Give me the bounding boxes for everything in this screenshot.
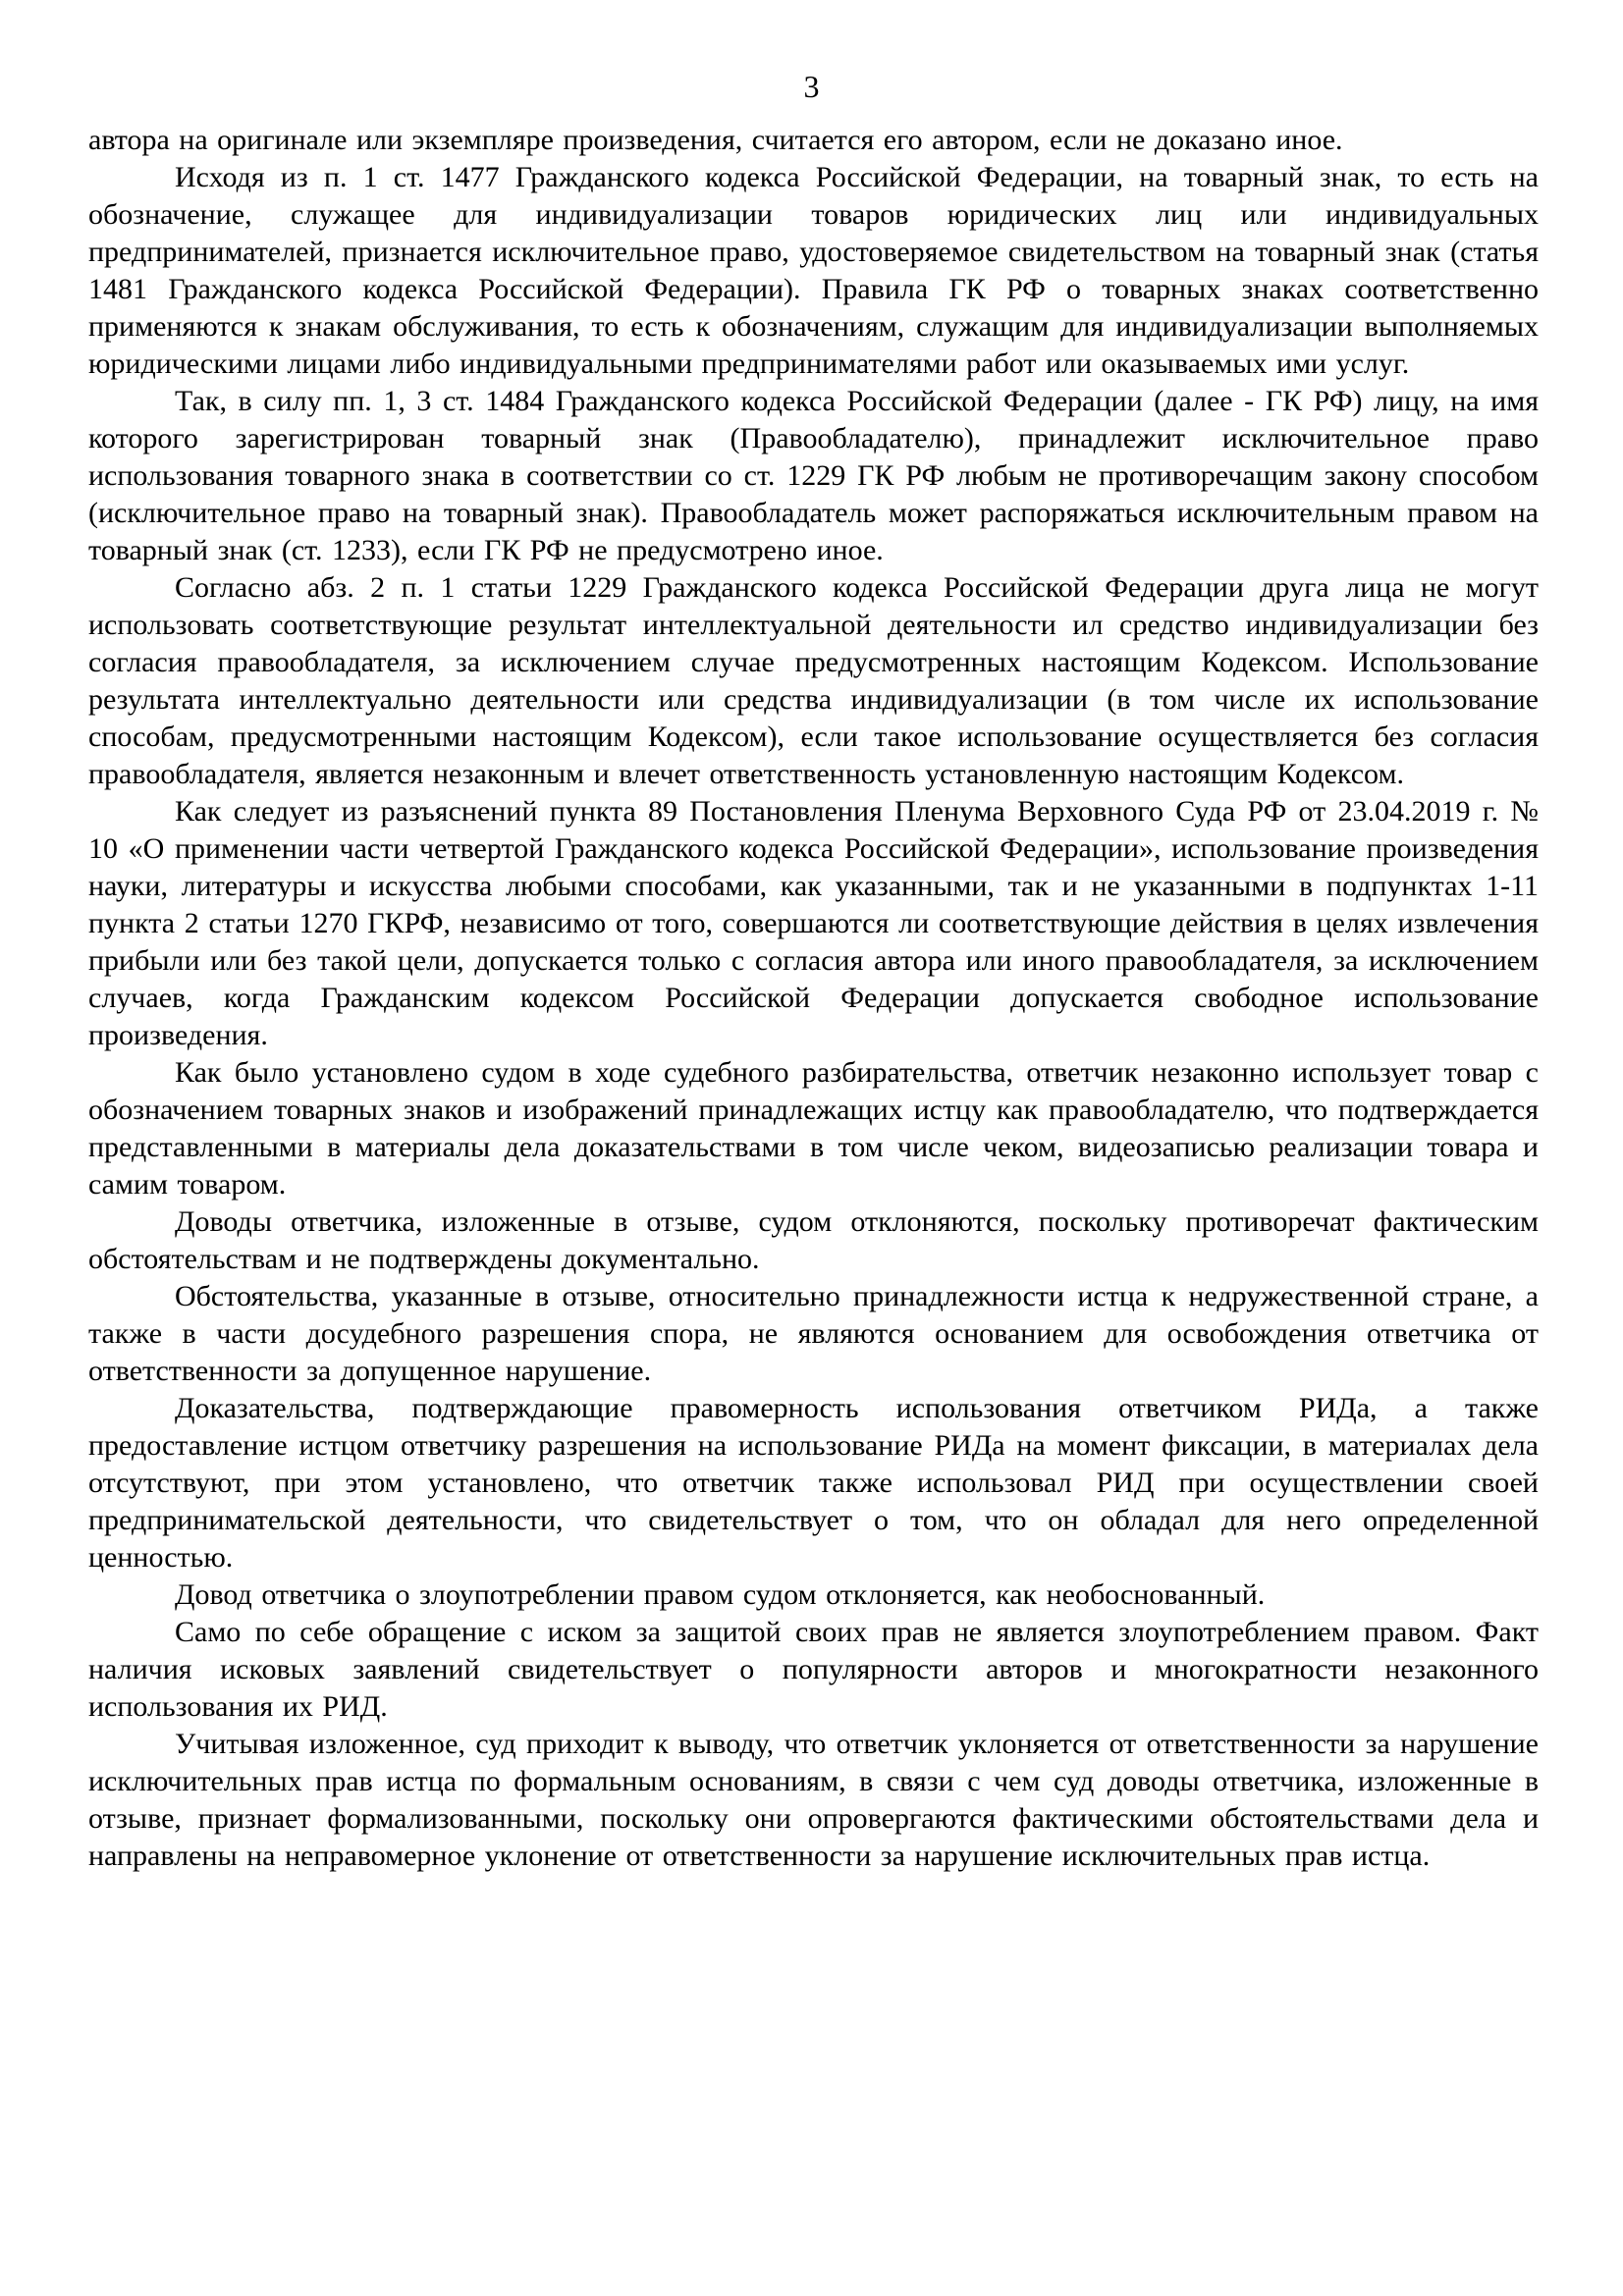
paragraph: Исходя из п. 1 ст. 1477 Гражданского кодекса Российской Федерации, на товарный знак, то есть на обозначение, служащее для индивидуализации товаров юридических лиц или индивидуальных предпринимателей, признается исключительное право, удостоверяемое свидетельством на товарный знак (статья 1481 Гражданского кодекса Российской Федерации). Правила ГК РФ о товарных знаках соответственно применяются к знакам обслуживания, то есть к обозначениям, служащим для индивидуализации выполняемых юридическими лицами либо индивидуальными предпринимателями работ или оказываемых ими услуг.	[88, 161, 1539, 380]
paragraph: Как было установлено судом в ходе судебного разбирательства, ответчик незаконно использует товар с обозначением товарных знаков и изображений принадлежащих истцу как правообладателю, что подтверждается представленными в материалы дела доказательствами в том числе чеком, видеозаписью реализации товара и самим товаром.	[88, 1056, 1539, 1201]
document-body	[0, 122, 1623, 1875]
paragraph: Само по себе обращение с иском за защитой своих прав не является злоупотреблением правом. Факт наличия исковых заявлений свидетельствует о популярности авторов и многократности незаконного использования их РИД.	[88, 1616, 1539, 1723]
page-number: 3	[803, 69, 820, 104]
paragraph: Доказательства, подтверждающие правомерность использования ответчиком РИДа, а также предоставление истцом ответчику разрешения на использование РИДа на момент фиксации, в материалах дела отсутствуют, при этом установлено, что ответчик также использовал РИД при осуществлении своей предпринимательской деятельности, что свидетельствует о том, что он обладал для него определенной ценностью.	[88, 1392, 1539, 1574]
paragraph: Доводы ответчика, изложенные в отзыве, судом отклоняются, поскольку противоречат фактическим обстоятельствам и не подтверждены документально.	[88, 1205, 1539, 1275]
paragraph: Согласно абз. 2 п. 1 статьи 1229 Гражданского кодекса Российской Федерации друга лица не могут использовать соответствующие результат интеллектуальной деятельности ил средство индивидуализации без согласия правообладателя, за исключением случае предусмотренных настоящим Кодексом. Использование результата интеллектуально деятельности или средства индивидуализации (в том числе их использование способам, предусмотренными настоящим Кодексом), если такое использование осуществляется без согласия правообладателя, является незаконным и влечет ответственность установленную настоящим Кодексом.	[88, 571, 1539, 790]
paragraph: Так, в силу пп. 1, 3 ст. 1484 Гражданского кодекса Российской Федерации (далее - ГК РФ) лицу, на имя которого зарегистрирован товарный знак (Правообладателю), принадлежит исключительное право использования товарного знака в соответствии со ст. 1229 ГК РФ любым не противоречащим закону способом (исключительное право на товарный знак). Правообладатель может распоряжаться исключительным правом на товарный знак (ст. 1233), если ГК РФ не предусмотрено иное.	[88, 385, 1539, 566]
paragraph: Как следует из разъяснений пункта 89 Постановления Пленума Верховного Суда РФ от 23.04.2019 г. № 10 «О применении части четвертой Гражданского кодекса Российской Федерации», использование произведения науки, литературы и искусства любыми способами, как указанными, так и не указанными в подпунктах 1-11 пункта 2 статьи 1270 ГКРФ, независимо от того, совершаются ли соответствующие действия в целях извлечения прибыли или без такой цели, допускается только с согласия автора или иного правообладателя, за исключением случаев, когда Гражданским кодексом Российской Федерации допускается свободное использование произведения.	[88, 795, 1539, 1051]
paragraph: Учитывая изложенное, суд приходит к выводу, что ответчик уклоняется от ответственности за нарушение исключительных прав истца по формальным основаниям, в связи с чем суд доводы ответчика, изложенные в отзыве, признает формализованными, поскольку они опровергаются фактическими обстоятельствами дела и направлены на неправомерное уклонение от ответственности за нарушение исключительных прав истца.	[88, 1728, 1539, 1872]
paragraph: Довод ответчика о злоупотреблении правом судом отклоняется, как необоснованный.	[175, 1578, 1266, 1611]
paragraph: Обстоятельства, указанные в отзыве, относительно принадлежности истца к недружественной стране, а также в части досудебного разрешения спора, не являются основанием для освобождения ответчика от ответственности за допущенное нарушение.	[88, 1280, 1539, 1387]
paragraph: автора на оригинале или экземпляре произведения, считается его автором, если не доказано иное.	[88, 124, 1343, 156]
